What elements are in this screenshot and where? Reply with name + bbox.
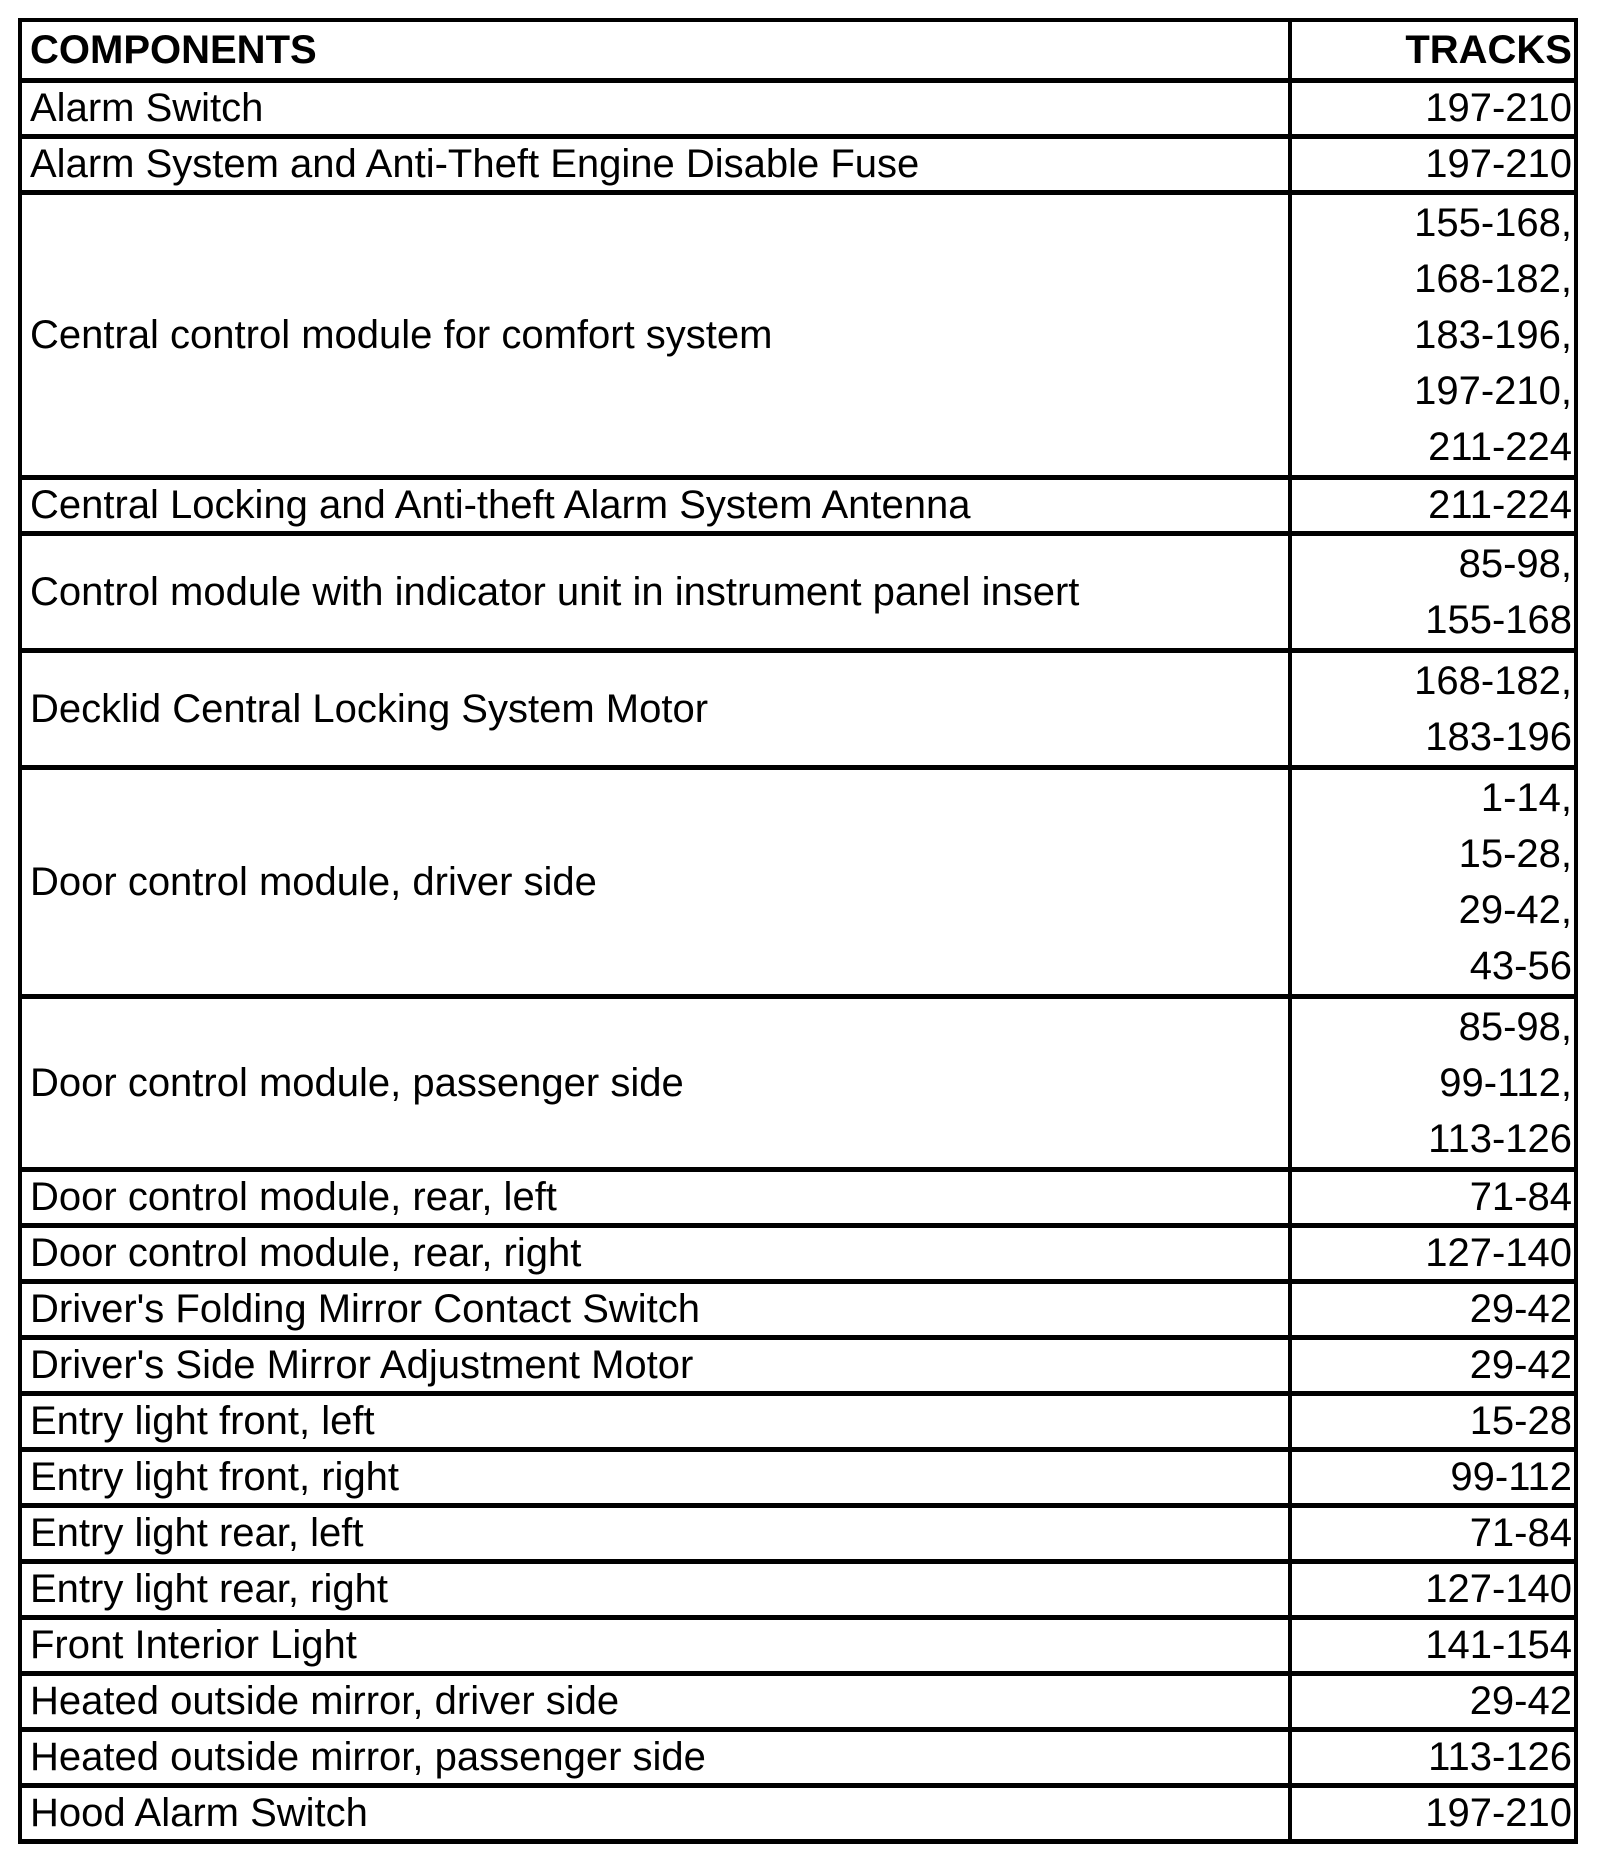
component-name: Driver's Folding Mirror Contact Switch: [22, 1284, 1292, 1335]
component-name: Hood Alarm Switch: [22, 1788, 1292, 1839]
tracks-cell: [1292, 1284, 1574, 1335]
track-range: 29-42: [1469, 1287, 1572, 1331]
component-name: Alarm Switch: [22, 83, 1292, 134]
track-range: 29-42: [1469, 1343, 1572, 1387]
component-name: Entry light rear, left: [22, 1508, 1292, 1559]
track-range: 168-182,: [1414, 659, 1572, 703]
table-row: [22, 1167, 1574, 1223]
track-range: 71-84: [1469, 1511, 1572, 1555]
tracks-cell: [1292, 1564, 1574, 1615]
table-row: [22, 1503, 1574, 1559]
tracks-cell: [1292, 139, 1574, 190]
tracks-cell: [1292, 1340, 1574, 1391]
track-range: 99-112,: [1439, 1061, 1572, 1105]
table-row: [22, 134, 1574, 190]
tracks-cell: [1292, 1396, 1574, 1447]
tracks-cell: [1292, 480, 1574, 531]
component-name: Central control module for comfort system: [22, 195, 1292, 475]
table-row: [22, 531, 1574, 648]
component-name: Door control module, rear, right: [22, 1228, 1292, 1279]
tracks-cell: [1292, 1452, 1574, 1503]
track-range: 71-84: [1469, 1175, 1572, 1219]
component-name: Entry light rear, right: [22, 1564, 1292, 1615]
table-row: [22, 1391, 1574, 1447]
tracks-cell: [1292, 1620, 1574, 1671]
table-row: [22, 648, 1574, 765]
table-row: [22, 765, 1574, 994]
track-range: 211-224: [1428, 425, 1572, 469]
track-range: 1-14,: [1480, 776, 1572, 820]
tracks-cell: [1292, 1788, 1574, 1839]
tracks-cell: [1292, 999, 1574, 1167]
table-row: [22, 994, 1574, 1167]
component-name: Driver's Side Mirror Adjustment Motor: [22, 1340, 1292, 1391]
track-range: 113-126: [1428, 1735, 1572, 1779]
component-name: Decklid Central Locking System Motor: [22, 653, 1292, 765]
track-range: 85-98,: [1458, 1005, 1572, 1049]
component-name: Front Interior Light: [22, 1620, 1292, 1671]
tracks-cell: [1292, 536, 1574, 648]
track-range: 197-210,: [1414, 369, 1572, 413]
track-range: 168-182,: [1414, 257, 1572, 301]
track-range: 43-56: [1469, 944, 1572, 988]
track-range: 155-168: [1425, 598, 1572, 642]
track-range: 141-154: [1425, 1623, 1572, 1667]
component-name: Heated outside mirror, passenger side: [22, 1732, 1292, 1783]
table-row: [22, 190, 1574, 475]
tracks-cell: [1292, 1508, 1574, 1559]
track-range: 127-140: [1425, 1231, 1572, 1275]
tracks-cell: [1292, 653, 1574, 765]
track-range: 99-112: [1450, 1455, 1572, 1499]
table-row: [22, 1559, 1574, 1615]
track-range: 127-140: [1425, 1567, 1572, 1611]
component-name: Entry light front, left: [22, 1396, 1292, 1447]
component-name: Door control module, rear, left: [22, 1172, 1292, 1223]
component-name: Control module with indicator unit in instrument panel insert: [22, 536, 1292, 648]
table-row: [22, 78, 1574, 134]
component-name: Central Locking and Anti-theft Alarm System Antenna: [22, 480, 1292, 531]
track-range: 197-210: [1425, 86, 1572, 130]
track-range: 15-28,: [1458, 832, 1572, 876]
track-range: 197-210: [1425, 1791, 1572, 1835]
track-range: 155-168,: [1414, 201, 1572, 245]
component-name: Heated outside mirror, driver side: [22, 1676, 1292, 1727]
table-row: [22, 1335, 1574, 1391]
tracks-cell: [1292, 1172, 1574, 1223]
track-range: 29-42,: [1458, 888, 1572, 932]
component-name: Entry light front, right: [22, 1452, 1292, 1503]
table-row: [22, 1223, 1574, 1279]
track-range: 85-98,: [1458, 542, 1572, 586]
track-range: 15-28: [1469, 1399, 1572, 1443]
components-tracks-table: [18, 18, 1578, 1844]
tracks-cell: [1292, 1676, 1574, 1727]
component-name: Door control module, driver side: [22, 770, 1292, 994]
table-row: [22, 1279, 1574, 1335]
table-header-row: [22, 22, 1574, 78]
component-name: Alarm System and Anti-Theft Engine Disable Fuse: [22, 139, 1292, 190]
table-row: [22, 1615, 1574, 1671]
table-row: [22, 1727, 1574, 1783]
track-range: 183-196: [1425, 715, 1572, 759]
table-row: [22, 1671, 1574, 1727]
table-row: [22, 1783, 1574, 1839]
track-range: 29-42: [1469, 1679, 1572, 1723]
track-range: 197-210: [1425, 142, 1572, 186]
table-row: [22, 475, 1574, 531]
table-row: [22, 1447, 1574, 1503]
component-name: Door control module, passenger side: [22, 999, 1292, 1167]
track-range: 211-224: [1428, 483, 1572, 527]
track-range: 183-196,: [1414, 313, 1572, 357]
tracks-cell: [1292, 195, 1574, 475]
tracks-cell: [1292, 83, 1574, 134]
tracks-cell: [1292, 770, 1574, 994]
header-components: COMPONENTS: [22, 22, 1292, 78]
tracks-cell: [1292, 1732, 1574, 1783]
track-range: 113-126: [1428, 1117, 1572, 1161]
header-tracks: TRACKS: [1405, 28, 1572, 72]
tracks-cell: [1292, 1228, 1574, 1279]
